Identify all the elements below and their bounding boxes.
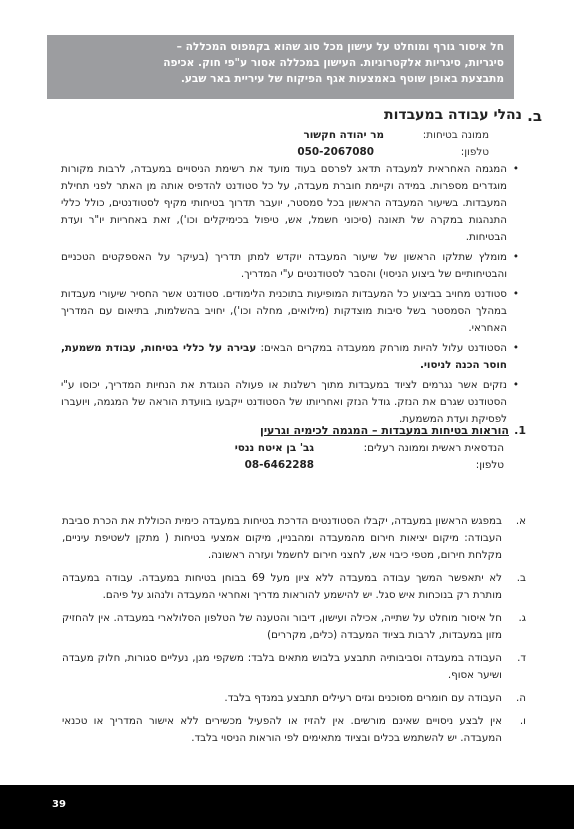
safety-phone-number: 050-2067080 — [297, 146, 374, 158]
bullet-icon: • — [512, 379, 519, 391]
list-item: ד. העבודה במעבדה וסביבותיה תתבצע בלבוש מתאים בלבד: משקפי מגן, נעליים סגורות, חלוק מעבדה ושיער אסוף. — [62, 652, 526, 681]
engineer-name: גב' בן איטח ננסי — [234, 442, 314, 454]
subsection-1-title: הוראות בטיחות במעבדות – המגמה לכימיה וגרעין — [260, 424, 509, 437]
page-number: 39 — [52, 799, 66, 810]
engineer-phone-label: טלפון: — [475, 459, 504, 471]
bullet-icon: • — [512, 251, 519, 263]
subsection-1-number: 1. — [514, 424, 526, 437]
bullet-icon: • — [512, 342, 519, 354]
list-item: א. במפגש הראשון במעבדה, יקבלו הסטודנטים הדרכת בטיחות במעבדה כימית הכוללת את הכרת סביבת העבודה: מיקום יציאות חירום מהמעבדה ומהבניין, מיקום אמצעי בטיחות ( מתקן לשטיפת עיניים, מקלחת חירום, מטפי כיבוי אש, לחצני חירום לחשמל ועזרה ראשונה. — [62, 515, 526, 561]
no-smoking-notice — [47, 35, 514, 99]
safety-officer-label: ממונה בטיחות: — [422, 129, 489, 141]
list-item: ב. לא יתאפשר המשך עבודה במעבדה ללא ציון מעל 69 בבוחן בטיחות במעבדה. עבודה במעבדה מותרת רק בנוכחות איש סגל. יש להישמע להוראות מדריך ואחראי המעבדה ולנהוג על פיהם. — [62, 572, 526, 601]
safety-officer-name: מר יהודה חקשור — [303, 129, 384, 141]
notice-line-3: מתבצעת באופן שוטף באמצעות אגף הפיקוח של עיריית באר שבע. — [180, 73, 504, 85]
list-item: ו. אין לבצע ניסויים שאינם מורשים. אין להזיז או להפעיל מכשירים ללא אישור המדריך או טכנאי המעבדה. יש להשתמש בכלים ובציוד מתאימים לפי הוראות הניסוי בלבד. — [62, 715, 526, 744]
list-item: • המגמה האחראית למעבדה תדאג לפרסם בעוד מועד את רשימת הניסויים במעבדה, לרבות מקורות מוגדרים מספרות. במידה וקיימת חוברת מעבדה, על כל סטודנט להדפיס אותה מן האתר לפני תחילת המעבדות. בשיעור המעבדה הראשון בכל סמסטר, יועבר תדרוך בטיחותי מקיף לסטודנטים, כולל כללי התנהגות במקרה של תאונה (סיכוני חשמל, אש, טיפול בכימיקלים וכו'), זאת באחריות יו"ר ועדת הבטיחות. — [61, 163, 519, 243]
section-b-heading — [62, 107, 542, 125]
bullet-icon: • — [512, 288, 519, 300]
notice-line-1: חל איסור גורף ומוחלט על עישון מכל סוג שהוא בקמפוס המכללה – — [176, 41, 504, 53]
list-item: • נזקים אשר נגרמים לציוד במעבדות מתוך רשלנות או פעולה הנוגדת את הנחיות המדריך, יכוסו ע"י הסטודנט שגרם את הנזק. גודל הנזק ואחריותו של הסטודנט ייקבעו בוועדת הוראה של המגמה, ויועברו לפסיקת ועדת המשמעת. — [61, 379, 519, 425]
safety-phone-label: טלפון: — [460, 146, 489, 158]
list-item: • מומלץ שתלקו הראשון של שיעור המעבדה יוקדש למתן תדריך (בעיקר על האספקטים הטכניים והבטיחותיים של ביצוע הניסוי) והסבר לסטודנטים ע"י המדריך. — [61, 251, 519, 280]
bullet-icon: • — [512, 163, 519, 175]
notice-line-2: סיגריות, סיגריות אלקטרוניות. העישון במכללה אסור ע"פי חוק. אכיפה — [163, 57, 504, 69]
lab-procedures-list — [61, 161, 519, 431]
removal-reasons: עבירה על כללי בטיחות, עבודת משמעת, חוסר הכנה לניסוי. — [61, 342, 507, 371]
list-item: ה. העבודה עם חומרים מסוכנים וגזים רעילים תתבצע במנדף בלבד. — [224, 692, 526, 704]
list-item: • הסטודנט עלול להיות מורחק ממעבדה במקרים הבאים: עבירה על כללי בטיחות, עבודת משמעת, חוסר הכנה לניסוי. — [61, 342, 519, 371]
section-b-letter: ב. — [527, 107, 542, 125]
subsection-1-heading — [69, 424, 526, 437]
list-item: • סטודנט מחויב בביצוע כל המעבדות המופיעות בתוכנית הלימודים. סטודנט אשר החסיר שיעורי מעבדות במהלך הסמסטר בשל סיבות מוצדקות (מילואים, מחלה וכו'), יחויב בהשלמות, בתיאום עם המדריך האחראי. — [61, 288, 519, 334]
list-item: ג. חל איסור מוחלט על שתייה, אכילה ועישון, דיבור והטענה של הטלפון הסלולארי במעבדה. אין להחזיק מזון במעבדות, לרבות בציוד המעבדה (כלים, מקררים) — [62, 612, 526, 641]
engineer-phone-number: 08-6462288 — [244, 459, 314, 471]
engineer-label: הנדסאית ראשית וממונה רעלים: — [363, 442, 504, 454]
safety-instructions-list — [62, 513, 526, 753]
section-b-title: נהלי עבודה במעבדות — [384, 107, 522, 123]
page-footer — [0, 785, 574, 829]
